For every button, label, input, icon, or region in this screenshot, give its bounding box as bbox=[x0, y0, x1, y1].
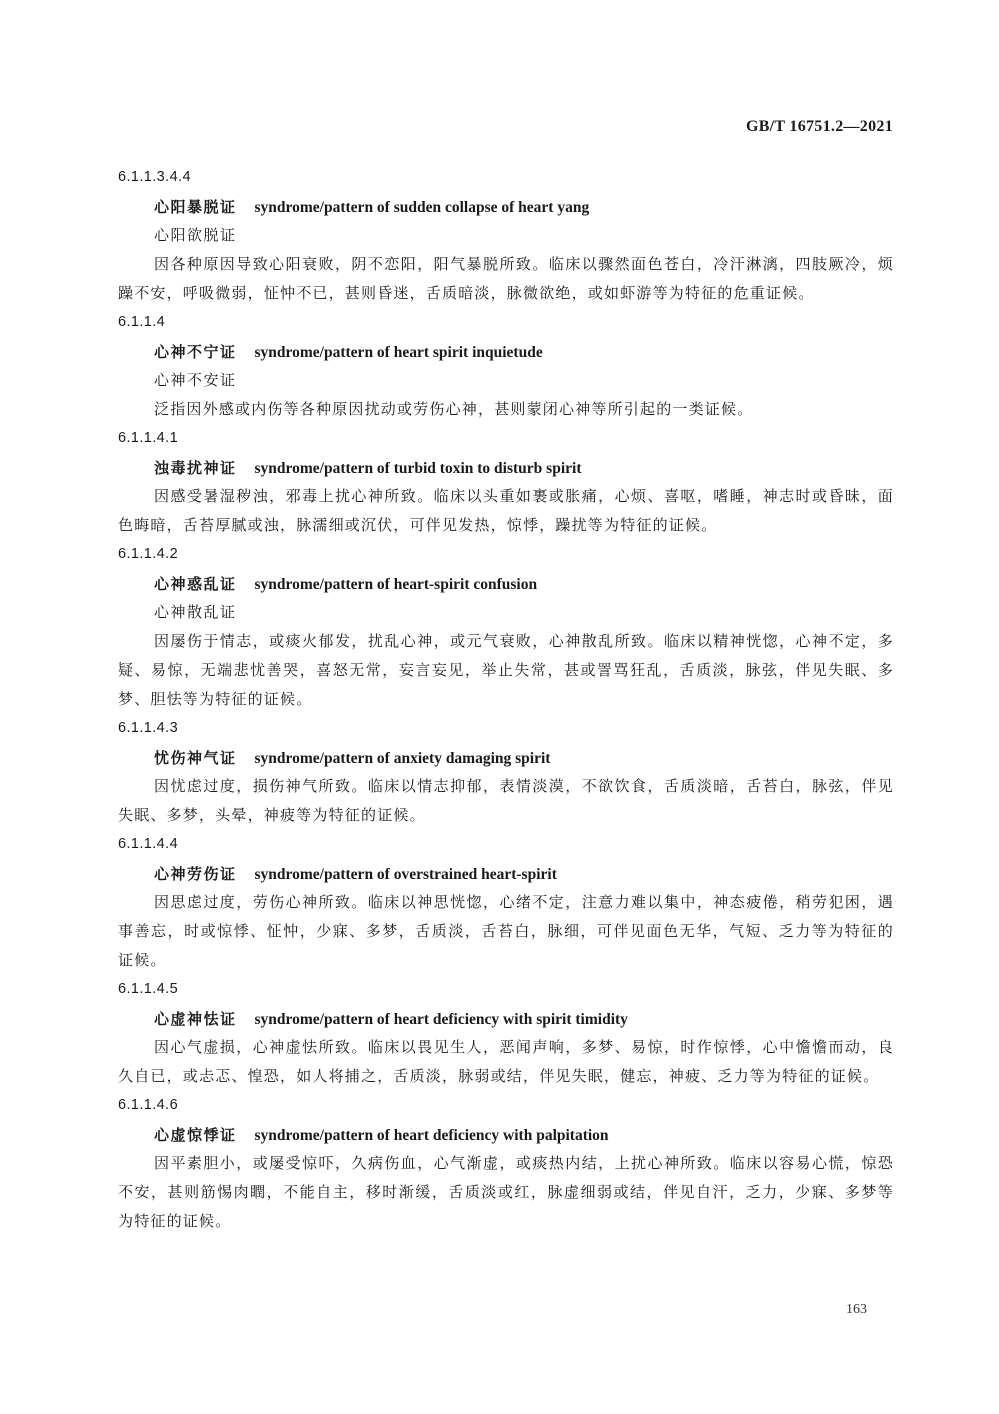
entry-synonym: 心神散乱证 bbox=[154, 603, 237, 621]
entry-definition: 泛指因外感或内伤等各种原因扰动或劳伤心神，甚则蒙闭心神等所引起的一类证候。 bbox=[154, 400, 754, 418]
entry bbox=[118, 540, 894, 714]
entry-definition: 因思虑过度，劳伤心神所致。临床以神思恍惚，心绪不定，注意力难以集中，神态疲倦，稍劳犯困，遇事善忘，时或惊悸、怔忡，少寐、多梦，舌质淡，舌苔白，脉细，可伴见面色无华，气短、乏力等为特征的证候。 bbox=[118, 893, 894, 969]
entry-term bbox=[118, 859, 894, 888]
entry-synonym: 心神不安证 bbox=[154, 371, 237, 389]
term-chinese: 浊毒扰神证 bbox=[154, 459, 237, 477]
document-body bbox=[118, 163, 894, 1236]
term-chinese: 忧伤神气证 bbox=[154, 749, 237, 767]
term-english: syndrome/pattern of heart spirit inquietude bbox=[254, 344, 543, 361]
term-chinese: 心虚神怯证 bbox=[154, 1010, 237, 1028]
term-english: syndrome/pattern of anxiety damaging spirit bbox=[254, 750, 551, 767]
term-english: syndrome/pattern of overstrained heart-spirit bbox=[254, 866, 557, 883]
term-chinese: 心神劳伤证 bbox=[154, 865, 237, 883]
entry-code: 6.1.1.4.5 bbox=[118, 981, 179, 997]
term-chinese: 心神不宁证 bbox=[154, 343, 237, 361]
entry bbox=[118, 714, 894, 830]
term-english: syndrome/pattern of heart deficiency with spirit timidity bbox=[254, 1011, 628, 1028]
entry-term bbox=[118, 1120, 894, 1149]
entry-code: 6.1.1.4.6 bbox=[118, 1097, 179, 1113]
standard-code: GB/T 16751.2—2021 bbox=[745, 118, 893, 135]
entry bbox=[118, 163, 894, 308]
entry-definition: 因心气虚损，心神虚怯所致。临床以畏见生人，恶闻声响，多梦、易惊，时作惊悸，心中憺憺而动，良久自已，或忐忑、惶恐，如人将捕之，舌质淡，脉弱或结，伴见失眠，健忘，神疲、乏力等为特征的证候。 bbox=[118, 1038, 894, 1085]
entry bbox=[118, 424, 894, 540]
entry-code: 6.1.1.4.3 bbox=[118, 720, 179, 736]
entry-code: 6.1.1.4.1 bbox=[118, 430, 179, 446]
page-number: 163 bbox=[846, 1302, 867, 1317]
entry-code: 6.1.1.4.4 bbox=[118, 836, 179, 852]
term-chinese: 心阳暴脱证 bbox=[154, 198, 237, 216]
entry-code: 6.1.1.4.2 bbox=[118, 546, 179, 562]
term-english: syndrome/pattern of heart-spirit confusion bbox=[254, 576, 538, 593]
term-english: syndrome/pattern of turbid toxin to disturb spirit bbox=[254, 460, 582, 477]
term-english: syndrome/pattern of heart deficiency with palpitation bbox=[254, 1127, 609, 1144]
entry bbox=[118, 308, 894, 424]
entry bbox=[118, 1091, 894, 1236]
term-chinese: 心神惑乱证 bbox=[154, 575, 237, 593]
entry-definition: 因屡伤于情志，或痰火郁发，扰乱心神，或元气衰败，心神散乱所致。临床以精神恍惚，心神不定，多疑、易惊，无端悲忧善哭，喜怒无常，妄言妄见，举止失常，甚或詈骂狂乱，舌质淡，脉弦，伴见失眠、多梦、胆怯等为特征的证候。 bbox=[118, 632, 894, 708]
entry-term bbox=[118, 743, 894, 772]
entry-definition: 因平素胆小，或屡受惊吓，久病伤血，心气渐虚，或痰热内结，上扰心神所致。临床以容易心慌，惊恐不安，甚则筋惕肉瞤，不能自主，移时渐缓，舌质淡或红，脉虚细弱或结，伴见自汗，乏力，少寐、多梦等为特征的证候。 bbox=[118, 1154, 894, 1230]
term-english: syndrome/pattern of sudden collapse of heart yang bbox=[254, 199, 590, 216]
entry-term bbox=[118, 453, 894, 482]
entry-definition: 因各种原因导致心阳衰败，阴不恋阳，阳气暴脱所致。临床以骤然面色苍白，冷汗淋漓，四肢厥冷，烦躁不安，呼吸微弱，怔忡不已，甚则昏迷，舌质暗淡，脉微欲绝，或如虾游等为特征的危重证候。 bbox=[118, 255, 894, 302]
entry-definition: 因感受暑湿秽浊，邪毒上扰心神所致。临床以头重如裹或胀痛，心烦、喜呕，嗜睡，神志时或昏昧，面色晦暗，舌苔厚腻或浊，脉濡细或沉伏，可伴见发热，惊悸，躁扰等为特征的证候。 bbox=[118, 487, 894, 534]
entry bbox=[118, 975, 894, 1091]
entry-term bbox=[118, 192, 894, 221]
entry-code: 6.1.1.4 bbox=[118, 314, 166, 330]
entry bbox=[118, 830, 894, 975]
entry-term bbox=[118, 337, 894, 366]
term-chinese: 心虚惊悸证 bbox=[154, 1126, 237, 1144]
entry-term bbox=[118, 1004, 894, 1033]
entry-definition: 因忧虑过度，损伤神气所致。临床以情志抑郁，表情淡漠，不欲饮食，舌质淡暗，舌苔白，脉弦，伴见失眠、多梦，头晕，神疲等为特征的证候。 bbox=[118, 777, 894, 824]
entry-code: 6.1.1.3.4.4 bbox=[118, 169, 191, 185]
entry-term bbox=[118, 569, 894, 598]
entry-synonym: 心阳欲脱证 bbox=[154, 226, 237, 244]
